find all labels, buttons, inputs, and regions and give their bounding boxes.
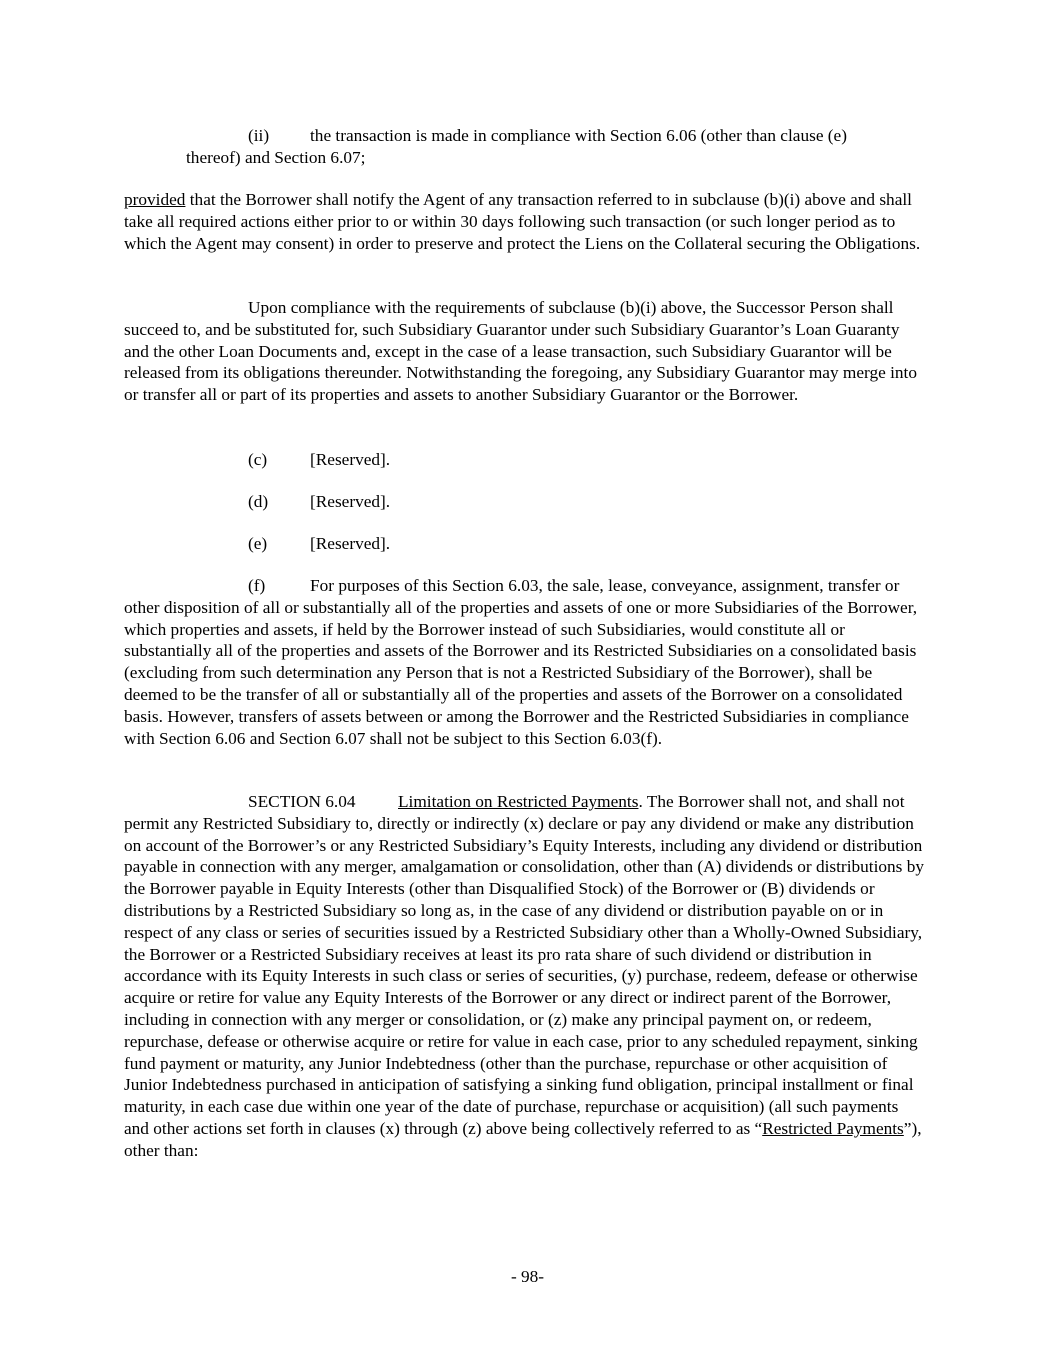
succession-text: Upon compliance with the requirements of subclause (b)(i) above, the Successor Person shall succeed to, and be substituted for, such Subsidiary Guarantor under such Subsidiary Guarantor’s Loan Guaranty and the other Loan Documents and, except in the case of a lease transaction, such Subsidiary Guarantor will be released from its obligations thereunder. Notwithstanding the foregoing, any Subsidiary Guarantor may merge into or transfer all or part of its properties and assets to another Subsidiary Guarantor or the Borrower.: [124, 298, 917, 405]
clause-e-text: [Reserved].: [310, 534, 391, 553]
clause-f-text: For purposes of this Section 6.03, the sale, lease, conveyance, assignment, transfer or other disposition of all or substantially all of the properties and assets of one or more Subsidiaries of the Borrower, which properties and assets, if held by the Borrower instead of such Subsidiaries, would constitute all or substantially all of the properties and assets of the Borrower and its Restricted Subsidiaries on a consolidated basis (excluding from such determination any Person that is not a Restricted Subsidiary of the Borrower), shall be deemed to be the transfer of all or substantially all of the properties and assets of the Borrower on a consolidated basis. However, transfers of assets between or among the Borrower and the Restricted Subsidiaries in compliance with Section 6.06 and Section 6.07 shall not be subject to this Section 6.03(f).: [124, 576, 918, 748]
page-number: - 98-: [510, 1267, 545, 1286]
section-6-04-tail: ”), other than:: [124, 1118, 922, 1160]
clause-d: [124, 491, 924, 513]
clause-f: [124, 575, 924, 749]
subclause-ii-line2: thereof) and Section 6.07;: [186, 147, 366, 167]
section-6-04-text: . The Borrower shall not, and shall not permit any Restricted Subsidiary to, directly or indirectly (x) declare or pay any dividend or make any distribution on account of the Borrower’s or any Restricted Subsidiary’s Equity Interests, including any dividend or distribution payable in connection with any merger, amalgamation or consolidation, other than (A) dividends or distributions by the Borrower payable in Equity Interests (other than Disqualified Stock) of the Borrower or (B) dividends or distributions by a Restricted Subsidiary so long as, in the case of any dividend or distribution payable on or in respect of any class or series of securities issued by a Restricted Subsidiary other than a Wholly-Owned Subsidiary, the Borrower or a Restricted Subsidiary receives at least its pro rata share of such dividend or distribution in accordance with its Equity Interests in such class or series of securities, (y) purchase, redeem, defease or otherwise acquire or retire for value any Equity Interests of the Borrower or any direct or indirect parent of the Borrower, including in connection with any merger or consolidation, or (z) make any principal payment on, or redeem, repurchase, defease or otherwise acquire or retire for value in each case, prior to any scheduled repayment, sinking fund payment or maturity, any Junior Indebtedness (other than the purchase, repurchase or other acquisition of Junior Indebtedness purchased in anticipation of satisfying a sinking fund obligation, principal installment or final maturity, in each case due within one year of the date of purchase, repurchase or acquisition) (all such payments and other actions set forth in clauses (x) through (z) above being collectively referred to as “: [124, 792, 924, 1138]
restricted-payments-term: Restricted Payments: [762, 1118, 904, 1138]
subclause-ii-line1: the transaction is made in compliance with Section 6.06 (other than clause (e): [310, 126, 847, 145]
provided-term: provided: [124, 190, 186, 209]
clause-c-text: [Reserved].: [310, 450, 391, 469]
clause-d-label: (d): [248, 492, 269, 511]
clause-e: [124, 533, 924, 555]
succession-paragraph: [124, 297, 924, 406]
clause-c-label: (c): [248, 450, 268, 469]
clause-d-text: [Reserved].: [310, 492, 391, 511]
clause-f-label: (f): [248, 576, 266, 595]
section-6-04: [124, 791, 924, 1162]
proviso-text: that the Borrower shall notify the Agent of any transaction referred to in subclause (b)(i) above and shall take all required actions either prior to or within 30 days following such transaction (or such longer period as to which the Agent may consent) in order to preserve and protect the Liens on the Collateral securing the Obligations.: [124, 190, 921, 253]
clause-e-label: (e): [248, 534, 268, 553]
clause-c: [124, 449, 924, 471]
section-6-04-heading: Limitation on Restricted Payments: [398, 792, 639, 811]
proviso-paragraph: [124, 189, 924, 254]
section-6-04-number: SECTION 6.04: [248, 792, 356, 811]
subclause-ii-label: (ii): [248, 126, 270, 145]
subclause-ii: [124, 125, 924, 169]
